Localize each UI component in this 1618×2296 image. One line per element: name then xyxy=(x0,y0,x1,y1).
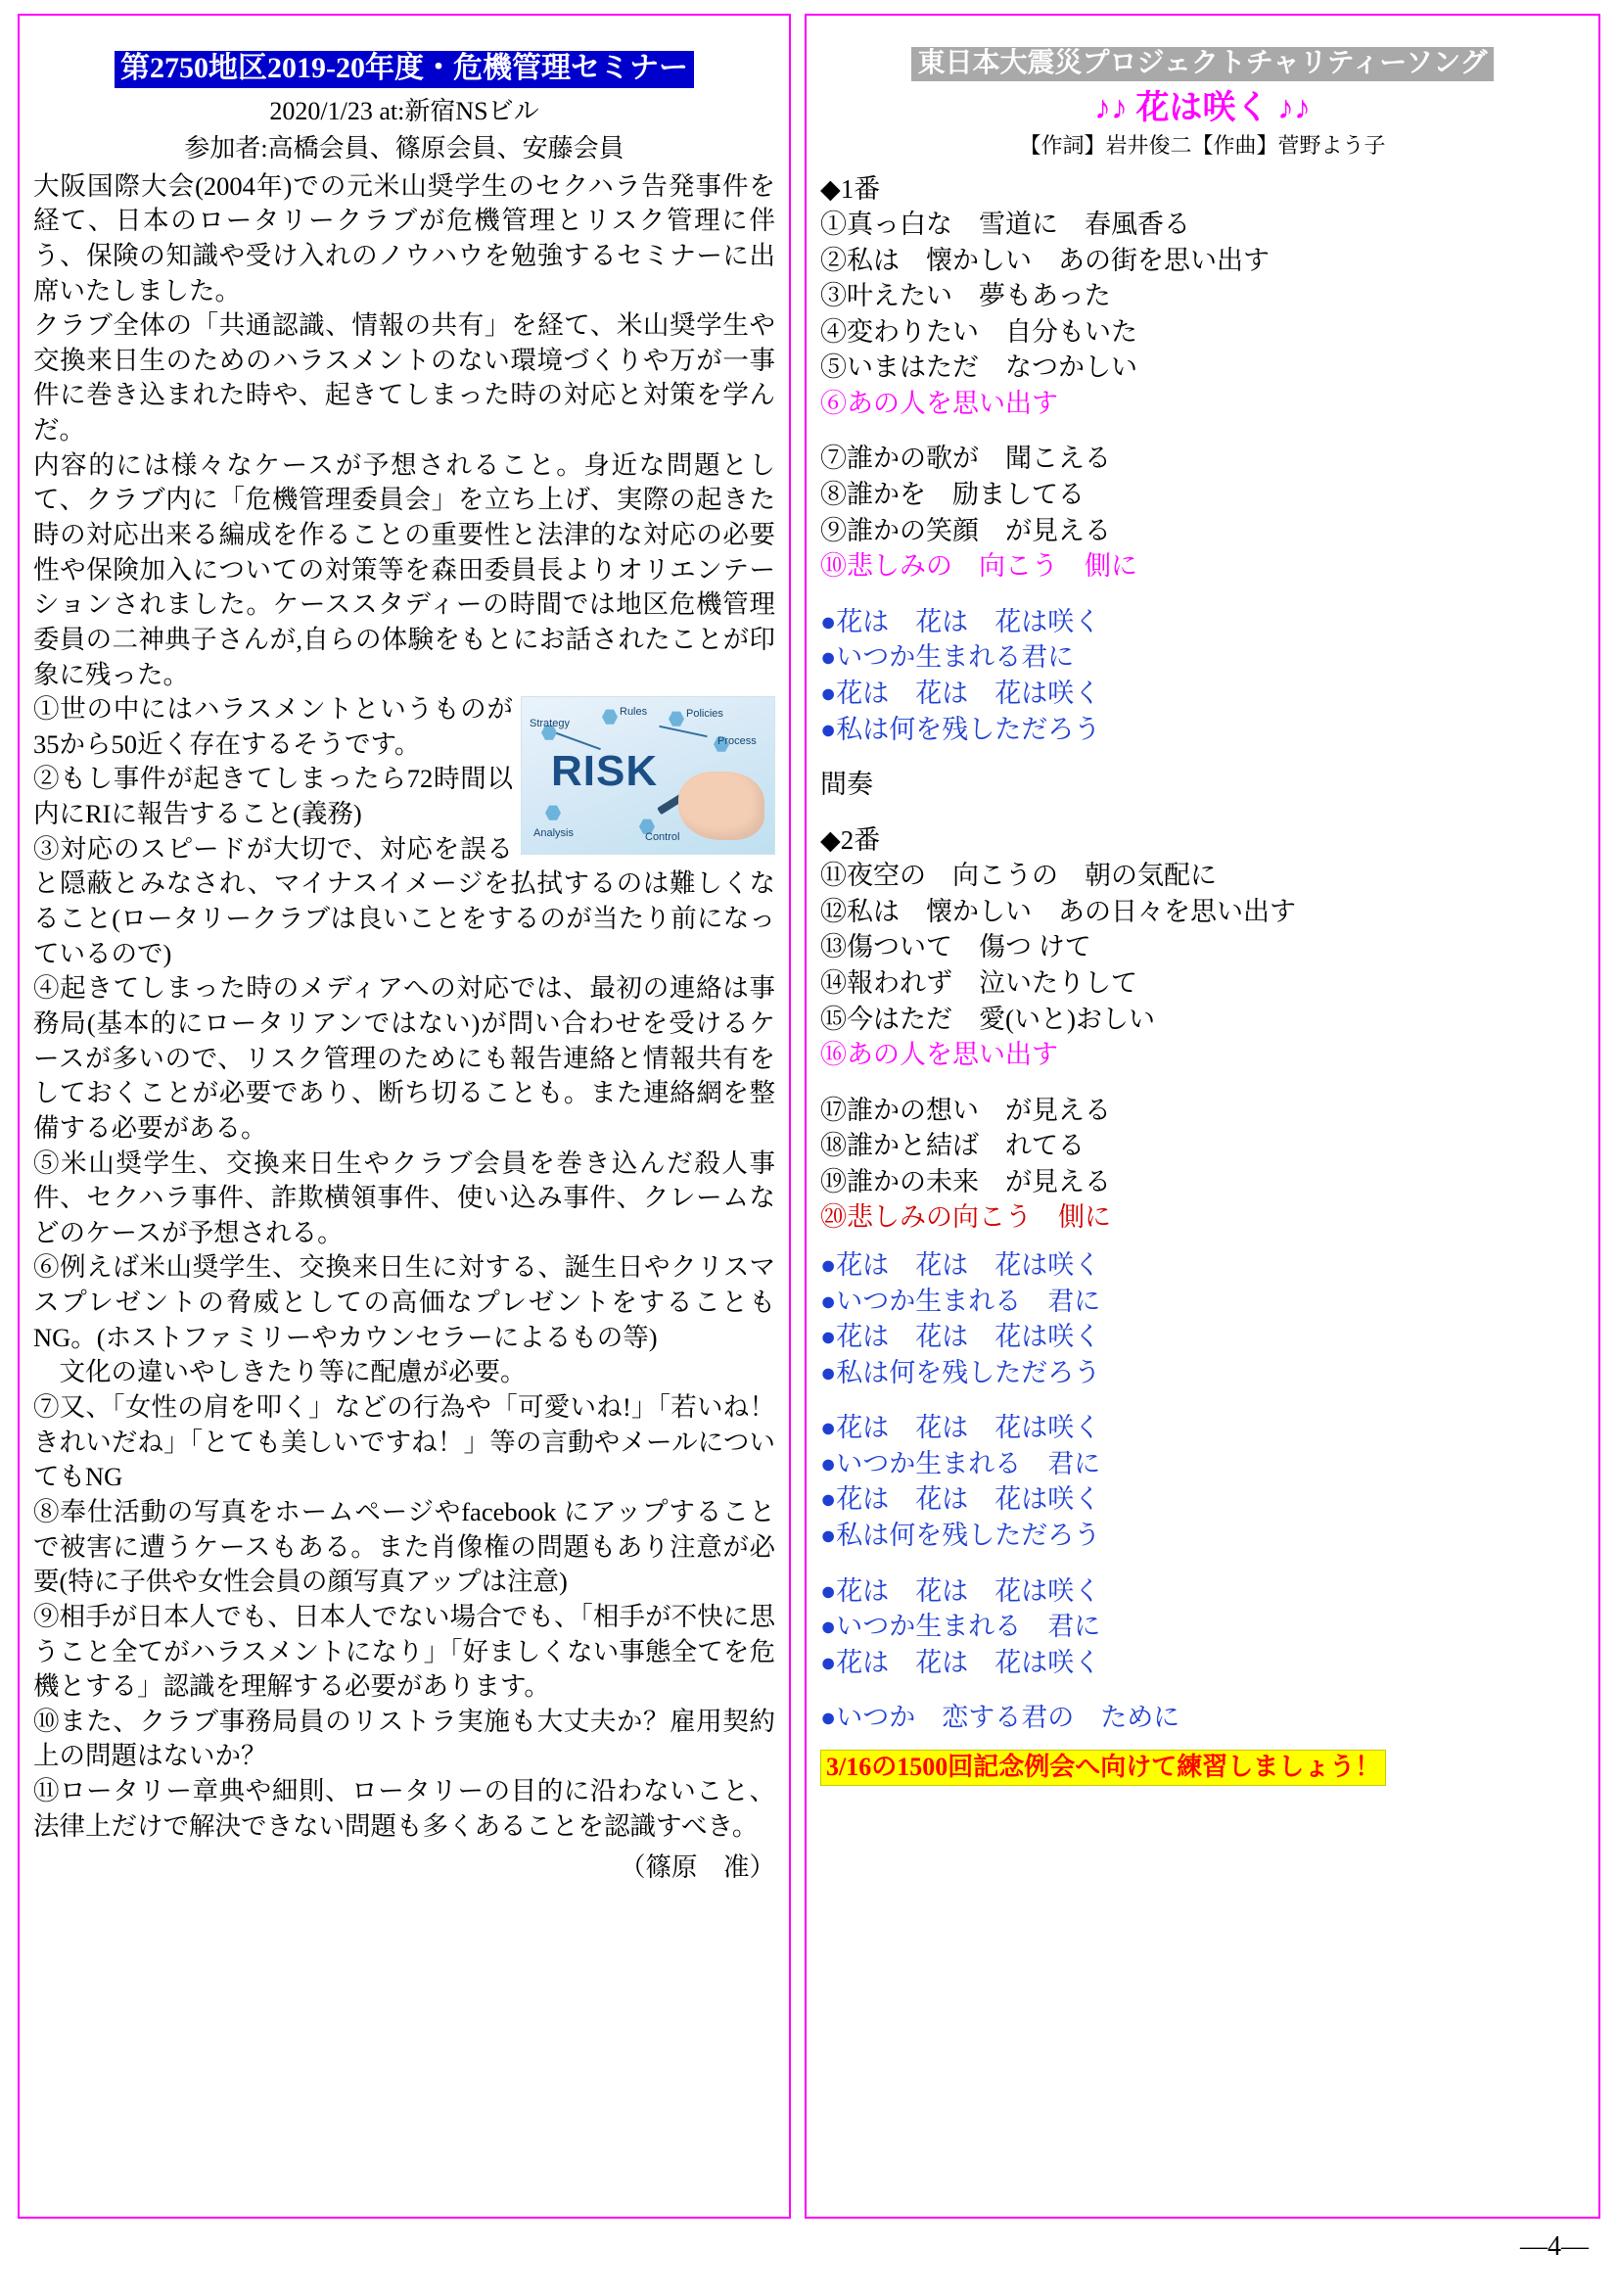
page-title: 第2750地区2019-20年度・危機管理セミナー xyxy=(115,51,694,88)
paragraph: ⑦又、「女性の肩を叩く」などの行為や「可愛いね!」「若いね！きれいだね」「とても美しいですね！」等の言動やメールについてもNG xyxy=(33,1392,775,1492)
lyric-line-highlight: ⑥あの人を思い出す xyxy=(820,388,1058,418)
lyric-gap xyxy=(820,1236,1585,1247)
figure-tag: Rules xyxy=(620,706,648,719)
risk-word-label: RISK xyxy=(551,747,659,796)
hexagon-icon xyxy=(545,805,561,820)
song-credits: 【作詞】岩井俊二【作曲】菅野よう子 xyxy=(1019,133,1386,159)
lyric-gap xyxy=(820,747,1585,767)
interlude-label: 間奏 xyxy=(820,770,873,800)
chorus-line: ●花は 花は 花は咲く xyxy=(820,1322,1101,1352)
verse-2-heading: ◆2番 xyxy=(820,824,881,855)
lyric-line: ③叶えたい 夢もあった xyxy=(820,281,1111,311)
two-column-layout xyxy=(18,14,1600,2219)
risk-diagram-image xyxy=(521,696,775,855)
chorus-line: ●いつか生まれる 君に xyxy=(820,1286,1101,1316)
figure-tag: Control xyxy=(645,831,680,844)
paragraph: ⑤米山奨学生、交換来日生やクラブ会員を巻き込んだ殺人事件、セクハラ事件、詐欺横領事件、使い込み事件、クレームなどのケースが予想される。 xyxy=(33,1148,775,1247)
lyric-line: ④変わりたい 自分もいた xyxy=(820,316,1137,347)
paragraph: ②もし事件が起きてしまったら72時間以内にRIに報告すること(義務) xyxy=(33,764,513,829)
paragraph: ⑨相手が日本人でも、日本人でない場合でも、「相手が不快に思うこと全てがハラスメントになり」「好ましくない事態全てを危機とする」認識を理解する必要があります。 xyxy=(33,1601,775,1702)
lyric-line-highlight: ⑩悲しみの 向こう 側に xyxy=(820,551,1137,582)
chorus-line: ●私は何を残しただろう xyxy=(820,1357,1101,1387)
chorus-line: ●花は 花は 花は咲く xyxy=(820,1250,1101,1281)
lyric-line: ⑲誰かの未来 が見える xyxy=(820,1166,1111,1196)
lyric-line: ⑬傷ついて 傷つ けて xyxy=(820,932,1091,962)
paragraph: ⑧奉仕活動の写真をホームページやfacebook にアップすることで被害に遭うケースもある。また肖像権の問題もあり注意が必要(特に子供や女性会員の顔写真アップは注意) xyxy=(33,1496,775,1597)
practice-notice xyxy=(820,1750,1585,1786)
hexagon-icon xyxy=(602,709,618,725)
chorus-line: ●いつか生まれる 君に xyxy=(820,1448,1101,1478)
lyric-line: ⑱誰かと結ば れてる xyxy=(820,1131,1085,1161)
figure-tag: Policies xyxy=(686,708,723,721)
lyric-line: ⑪夜空の 向こうの 朝の気配に xyxy=(820,861,1217,891)
lyric-gap xyxy=(820,585,1585,604)
paragraph: ⑩また、クラブ事務局員のリストラ実施も大丈夫か？雇用契約上の問題はないか？ xyxy=(33,1706,775,1771)
lyric-line: ⑦誰かの歌が 聞こえる xyxy=(820,444,1111,474)
paragraph: ⑥例えば米山奨学生、交換来日生に対する、誕生日やクリスマスプレゼントの脅威としての高価なプレゼントをすることもNG。(ホストファミリーやカウンセラーによるもの等) xyxy=(33,1252,775,1352)
article-body xyxy=(33,169,775,1845)
left-article-column xyxy=(18,14,791,2219)
lyric-line: ②私は 懐かしい あの街を思い出す xyxy=(820,245,1270,275)
arrow-icon xyxy=(659,726,707,737)
lyric-line: ⑧誰かを 励ましてる xyxy=(820,480,1085,510)
chorus-line: ●花は 花は 花は咲く xyxy=(820,1647,1101,1677)
lyric-gap xyxy=(820,1390,1585,1410)
chorus-line: ●花は 花は 花は咲く xyxy=(820,1413,1101,1443)
verse-1-heading: ◆1番 xyxy=(820,173,881,204)
lyric-line: ⑫私は 懐かしい あの日々を思い出す xyxy=(820,896,1296,926)
lyric-gap xyxy=(820,803,1585,822)
lyric-line: ⑰誰かの想い が見える xyxy=(820,1095,1111,1125)
hexagon-icon xyxy=(669,711,684,726)
song-title: ♪♪ 花は咲く ♪♪ xyxy=(1094,90,1311,127)
chorus-line: ●私は何を残しただろう xyxy=(820,714,1101,744)
chorus-line: ●私は何を残しただろう xyxy=(820,1521,1101,1551)
figure-tag: Strategy xyxy=(530,718,570,730)
lyric-line: ⑨誰かの笑顔 が見える xyxy=(820,515,1111,545)
figure-tag: Process xyxy=(717,735,757,748)
paragraph: 大阪国際大会(2004年)での元米山奨学生のセクハラ告発事件を経て、日本のロータリークラブが危機管理とリスク管理に伴う、保険の知識や受け入れのノウハウを勉強するセミナーに出席いたしました。 xyxy=(33,170,775,305)
paragraph: ①世の中にはハラスメントというものが35から50近く存在するそうです。 xyxy=(33,694,513,759)
chorus-line: ●いつか生まれる君に xyxy=(820,642,1075,673)
practice-notice-text: 3/16の1500回記念例会へ向けて練習しましょう！ xyxy=(820,1750,1386,1786)
article-signature: （篠原 准） xyxy=(620,1852,775,1883)
seminar-attendees: 参加者:高橋会員、篠原会員、安藤会員 xyxy=(184,134,624,164)
paragraph: クラブ全体の「共通認識、情報の共有」を経て、米山奨学生や交換来日生のためのハラスメントのない環境づくりや万が一事件に巻き込まれた時や、起きてしまった時の対応と対策を学んだ。 xyxy=(33,310,775,445)
lyric-gap xyxy=(820,1680,1585,1700)
chorus-line: ●いつか生まれる 君に xyxy=(820,1612,1101,1642)
chorus-line: ●花は 花は 花は咲く xyxy=(820,1484,1101,1515)
lyric-gap xyxy=(820,1554,1585,1573)
lyric-line: ①真っ白な 雪道に 春風香る xyxy=(820,209,1190,239)
chorus-line: ●花は 花は 花は咲く xyxy=(820,678,1101,708)
figure-tag: Analysis xyxy=(533,827,574,840)
lyric-gap xyxy=(820,421,1585,441)
right-lyrics-column xyxy=(805,14,1600,2219)
seminar-datetime-venue: 2020/1/23 at:新宿NSビル xyxy=(269,96,539,125)
chorus-line: ●花は 花は 花は咲く xyxy=(820,1575,1101,1606)
lyric-line-highlight: ⑳悲しみの向こう 側に xyxy=(820,1202,1111,1233)
paragraph: ③対応のスピードが大切で、対応を誤ると隠蔽とみなされ、マイナスイメージを払拭するのは難しくなること(ロータリークラブは良いことをするのが当たり前になっているので) xyxy=(33,833,775,968)
chorus-line: ●花は 花は 花は咲く xyxy=(820,606,1101,636)
lyric-line: ⑭報われず 泣いたりして xyxy=(820,967,1137,998)
project-label: 東日本大震災プロジェクトチャリティーソング xyxy=(911,47,1493,81)
lyric-line: ⑤いまはただ なつかしい xyxy=(820,352,1137,383)
page-number: —4— xyxy=(1520,2231,1589,2262)
lyric-line: ⑮今はただ 愛(いと)おしい xyxy=(820,1004,1155,1034)
paragraph: 文化の違いやしきたり等に配慮が必要。 xyxy=(33,1357,527,1387)
project-label-bar xyxy=(820,47,1585,81)
seminar-title-bar xyxy=(33,51,775,88)
lyric-gap xyxy=(820,1073,1585,1093)
paragraph: ⑪ロータリー章典や細則、ロータリーの目的に沿わないこと、法律上だけで解決できない問題も多くあることを認識すべき。 xyxy=(33,1776,775,1841)
paragraph: ④起きてしまった時のメディアへの対応では、最初の連絡は事務局(基本的にロータリアンではない)が問い合わせを受けるケースが多いので、リスク管理のためにも報告連絡と情報共有をしておくことが必要であり、断ち切ることも。また連絡網を整備する必要がある。 xyxy=(33,973,775,1143)
hand-icon xyxy=(678,772,764,840)
paragraph: 内容的には様々なケースが予想されること。身近な問題として、クラブ内に「危機管理委員会」を立ち上げ、実際の起きた時の対応出来る編成を作ることの重要性と法津的な対応の必要性や保険加入についての対策等を森田委員長よりオリエンテーションされました。ケーススタディーの時間では地区危機管理委員の二神典子さんが,自らの体験をもとにお話されたことが印象に残った。 xyxy=(33,449,775,689)
lyric-line-highlight: ⑯あの人を思い出す xyxy=(820,1040,1058,1070)
final-lyric-line: ●いつか 恋する君の ために xyxy=(820,1703,1180,1733)
